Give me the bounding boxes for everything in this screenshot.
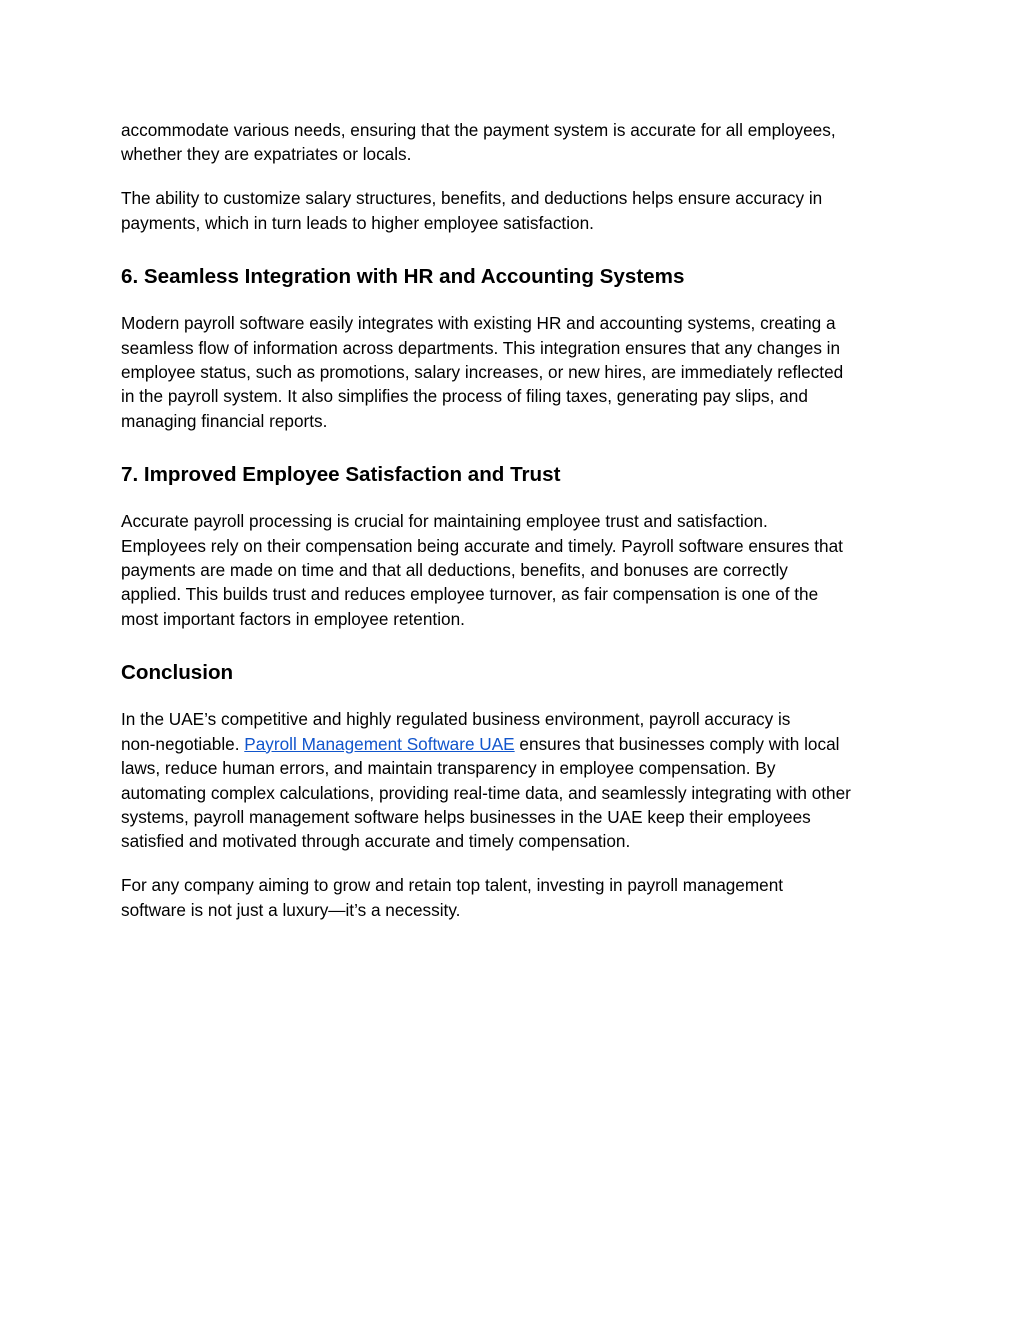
intro-paragraph-1: accommodate various needs, ensuring that the payment system is accurate for all employees, whether they are expatriates or locals.: [121, 120, 836, 165]
section-7-paragraph: Accurate payroll processing is crucial for maintaining employee trust and satisfaction. Employees rely on their compensation being accurate and timely. Payroll software ensures that payments are made on time and that all deductions, benefits, and bonuses are correctly applied. This builds trust and reduces employee turnover, as fair compensation is one of the most important factors in employee retention.: [121, 511, 843, 629]
conclusion-text-after-link: ensures that businesses comply with local laws, reduce human errors, and maintain transparency in employee compensation. By automating complex calculations, providing real-time data, and seamlessly integrating with other systems, payroll management software helps businesses in the UAE keep their employees satisfied and motivated through accurate and timely compensation.: [121, 733, 851, 852]
conclusion-paragraph-2: For any company aiming to grow and retain top talent, investing in payroll management software is not just a luxury—it’s a necessity.: [121, 875, 784, 920]
section-6-paragraph: Modern payroll software easily integrates with existing HR and accounting systems, creating a seamless flow of information across departments. This integration ensures that any changes in employee status, such as promotions, salary increases, or new hires, are immediately reflected in the payroll system. It also simplifies the process of filing taxes, generating pay slips, and managing financial reports.: [121, 313, 844, 431]
intro-paragraph-2: The ability to customize salary structures, benefits, and deductions helps ensure accuracy in payments, which in turn leads to higher employee satisfaction.: [121, 188, 823, 233]
document-page: [121, 118, 911, 922]
conclusion-text-before-link: In the UAE’s competitive and highly regulated business environment, payroll accuracy is non-negotiable.: [121, 709, 791, 754]
conclusion-paragraph-1: [121, 707, 911, 853]
conclusion-heading: Conclusion: [121, 661, 234, 685]
payroll-software-link[interactable]: Payroll Management Software UAE: [244, 733, 515, 754]
section-7-heading: 7. Improved Employee Satisfaction and Trust: [121, 463, 561, 487]
section-6-heading: 6. Seamless Integration with HR and Accounting Systems: [121, 265, 685, 289]
